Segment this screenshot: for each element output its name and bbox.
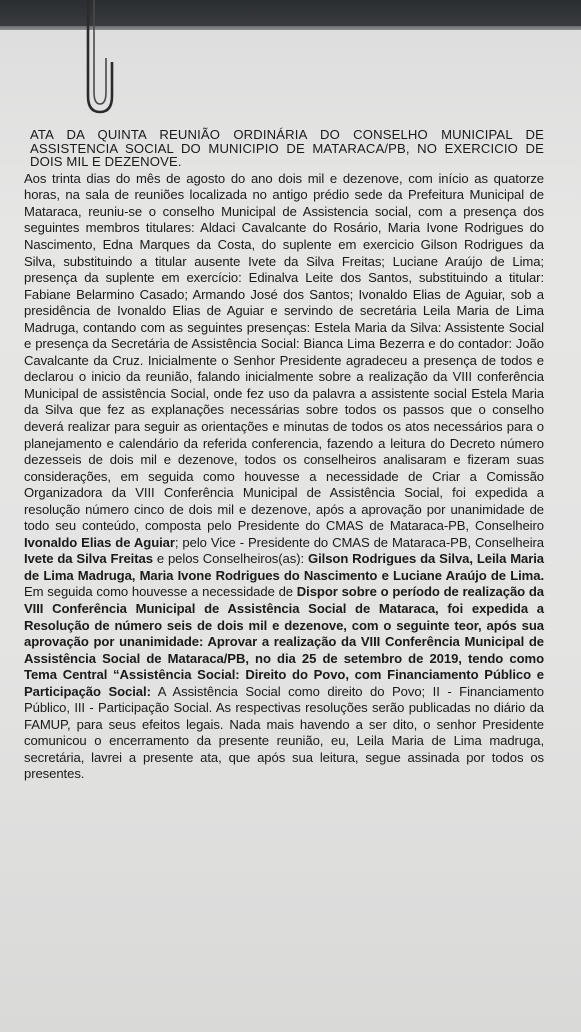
body-segment: ; pelo Vice - Presidente do CMAS de Mataraca-PB, Conselheira: [174, 534, 545, 550]
meeting-minutes: [24, 128, 544, 783]
document-body: [24, 171, 544, 783]
body-segment: A Assistência Social como direito do Povo; II - Financiamento Público, III - Participação Social. As respectivas resoluções serão publicadas no diário da FAMUP, para seus efeitos legais. Nada mais havendo a ser dito, o senhor Presidente comunicou o encerramento da presente reunião, eu, Leila Maria de Lima madruga, secretária, lavrei a presente ata, que após sua leitura, segue assinada por todos os presentes.: [24, 683, 545, 782]
body-segment-bold: Gilson Rodrigues da Silva, Leila Maria de Lima Madruga, Maria Ivone Rodrigues do Nascimento e Luciane Araújo de Lima.: [24, 551, 545, 583]
body-segment-bold: Ivonaldo Elias de Aguiar: [24, 534, 175, 550]
body-segment: e pelos Conselheiros(as):: [152, 551, 308, 567]
body-segment-bold: Dispor sobre o período de realização da VIII Conferência Municipal de Assistência Social de Mataraca, foi expedida a Resolução de número seis de dois mil e dezenove, com o seguinte teor, após sua aprovação por unanimidade: Aprovar a realização da VIII Conferência Municipal de Assistência Social de Mataraca/PB, no dia 25 de setembro de 2019, tendo como Tema Central “Assistência Social: Direito do Povo, com Financiamento Público e Participação Social:: [24, 584, 544, 699]
paper-clip-icon: [78, 0, 118, 118]
document-title: ATA DA QUINTA REUNIÃO ORDINÁRIA DO CONSELHO MUNICIPAL DE ASSISTENCIA SOCIAL DO MUNICIPIO DE MATARACA/PB, NO EXERCICIO DE DOIS MIL E DEZENOVE.: [30, 127, 544, 170]
body-segment: Em seguida como houvesse a necessidade de: [24, 584, 297, 600]
body-segment: Aos trinta dias do mês de agosto do ano dois mil e dezenove, com início as quatorze horas, na sala de reuniões localizada no antigo prédio sede da Prefeitura Municipal de Mataraca, reuniu-se o conselho Municipal de Assistencia social, com a presença dos seguintes membros titulares: Aldaci Cavalcante do Rosário, Maria Ivone Rodrigues do Nascimento, Edna Marques da Costa, do suplente em exercicio Gilson Rodrigues da Silva, substituindo a titular ausente Ivete da Silva Freitas; Luciane Araújo de Lima; presença da suplente em exercício: Edinalva Leite dos Santos, substituindo a titular: Fabiane Belarmino Casado; Armando José dos Santos; Ivonaldo Elias de Aguiar, sob a presidência de Ivonaldo Elias de Aguiar e servindo de secretária Leila Maria de Lima Madruga, contando com as seguintes presenças: Estela Maria da Silva: Assistente Social e presença da Secretária de Assistência Social: Bianca Lima Bezerra e do contador: João Cavalcante da Cruz. Inicialmente o Senhor Presidente agradeceu a presença de todos e declarou o inicio da reunião, falando inicialmente sobre a realização da VIII conferência Municipal de assistência Social, onde fez uso da palavra a assistente social Estela Maria da Silva que fez as explanações necessárias sobre todos os passos que o conselho deverá realizar para seguir as orientações e minutas de todos os atos necessários para o planejamento e calendário da referida conferencia, fazendo a leitura do Decreto número dezesseis de dois mil e dezenove, todos os conselheiros analisaram e fizeram suas considerações, em seguida como houvesse a necessidade de Criar a Comissão Organizadora da VIII Conferência Municipal de Assistência Social, foi expedida a resolução número cinco de dois mil e dezenove, após a aprovação por unanimidade de todo seu conteúdo, composta pelo Presidente do CMAS de Mataraca-PB, Conselheiro: [24, 170, 544, 534]
body-segment-bold: Ivete da Silva Freitas: [24, 551, 153, 567]
